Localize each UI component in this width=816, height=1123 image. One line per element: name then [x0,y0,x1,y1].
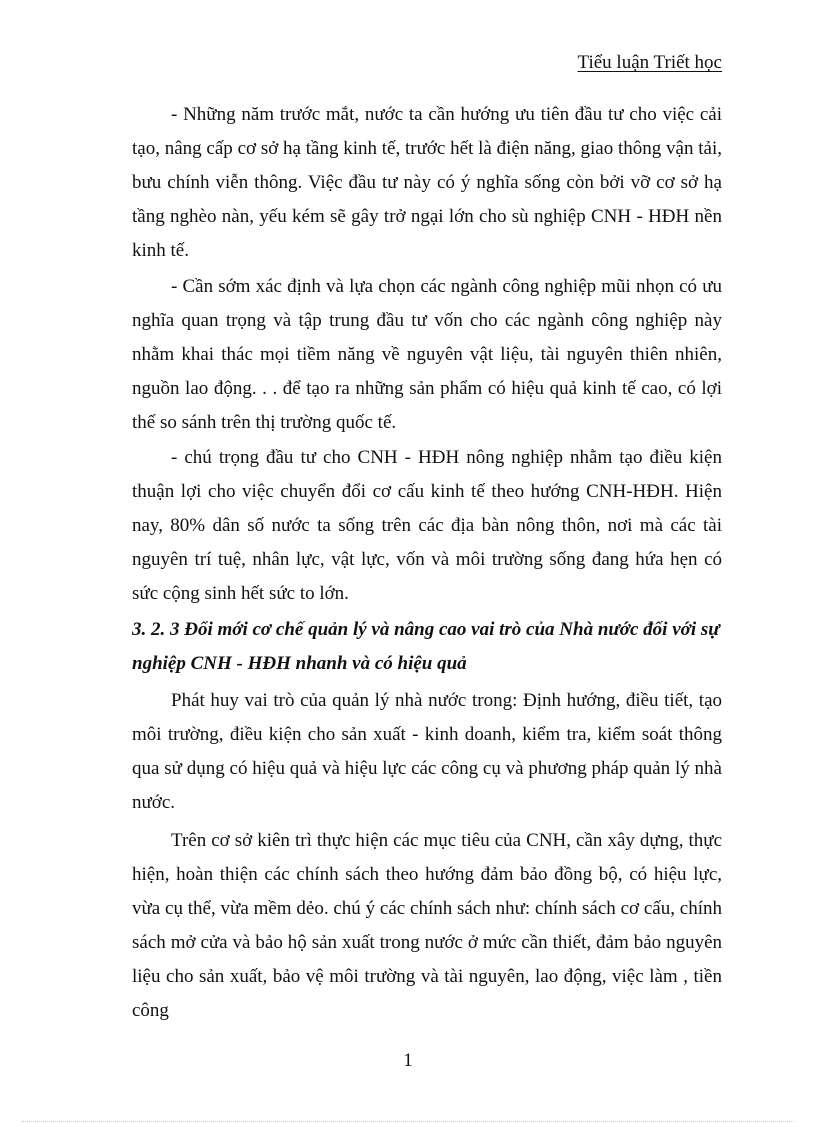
body-paragraph: - Những năm trước mắt, nước ta cần hướng ưu tiên đầu tư cho việc cải tạo, nâng cấp cơ sở hạ tầng kinh tế, trước hết là điện năng, giao thông vận tải, bưu chính viễn thông. Việc đầu tư này có ý nghĩa sống còn bởi vỡ cơ sở hạ tầng nghèo nàn, yếu kém sẽ gây trở ngại lớn cho sù nghiệp CNH - HĐH nền kinh tế. [132,104,722,261]
body-paragraph: Trên cơ sở kiên trì thực hiện các mục tiêu của CNH, cần xây dựng, thực hiện, hoàn thiện các chính sách theo hướng đảm bảo đồng bộ, có hiệu lực, vừa cụ thể, vừa mềm dẻo. chú ý các chính sách như: chính sách cơ cấu, chính sách mở cửa và bảo hộ sản xuất trong nước ở mức cần thiết, đảm bảo nguyên liệu cho sản xuất, bảo vệ môi trường và tài nguyên, lao động, việc làm , tiền công [132,830,722,1021]
body-paragraph: Phát huy vai trò của quản lý nhà nước trong: Định hướng, điều tiết, tạo môi trường, điều kiện cho sản xuất - kinh doanh, kiểm tra, kiểm soát thông qua sử dụng có hiệu quả và hiệu lực các công cụ và phương pháp quản lý nhà nước. [132,690,722,813]
document-header-title: Tiểu luận Triết học [577,52,722,73]
body-paragraph: - Cần sớm xác định và lựa chọn các ngành công nghiệp mũi nhọn có ưu nghĩa quan trọng và tập trung đầu tư vốn cho các ngành công nghiệp này nhằm khai thác mọi tiềm năng về nguyên vật liệu, tài nguyên thiên nhiên, nguồn lao động. . . để tạo ra những sản phẩm có hiệu quả kinh tế cao, có lợi thế so sánh trên thị trường quốc tế. [132,276,722,433]
page-number: 1 [403,1050,413,1071]
page-bottom-divider [22,1121,794,1122]
body-paragraph: - chú trọng đầu tư cho CNH - HĐH nông nghiệp nhằm tạo điều kiện thuận lợi cho việc chuyển đổi cơ cấu kinh tế theo hướng CNH-HĐH. Hiện nay, 80% dân số nước ta sống trên các địa bàn nông thôn, nơi mà các tài nguyên trí tuệ, nhân lực, vật lực, vốn và môi trường sống đang hứa hẹn có sức cộng sinh hết sức to lớn. [132,447,722,604]
section-heading: 3. 2. 3 Đổi mới cơ chế quản lý và nâng cao vai trò của Nhà nước đối với sự nghiệp CNH - HĐH nhanh và có hiệu quả [132,619,720,674]
